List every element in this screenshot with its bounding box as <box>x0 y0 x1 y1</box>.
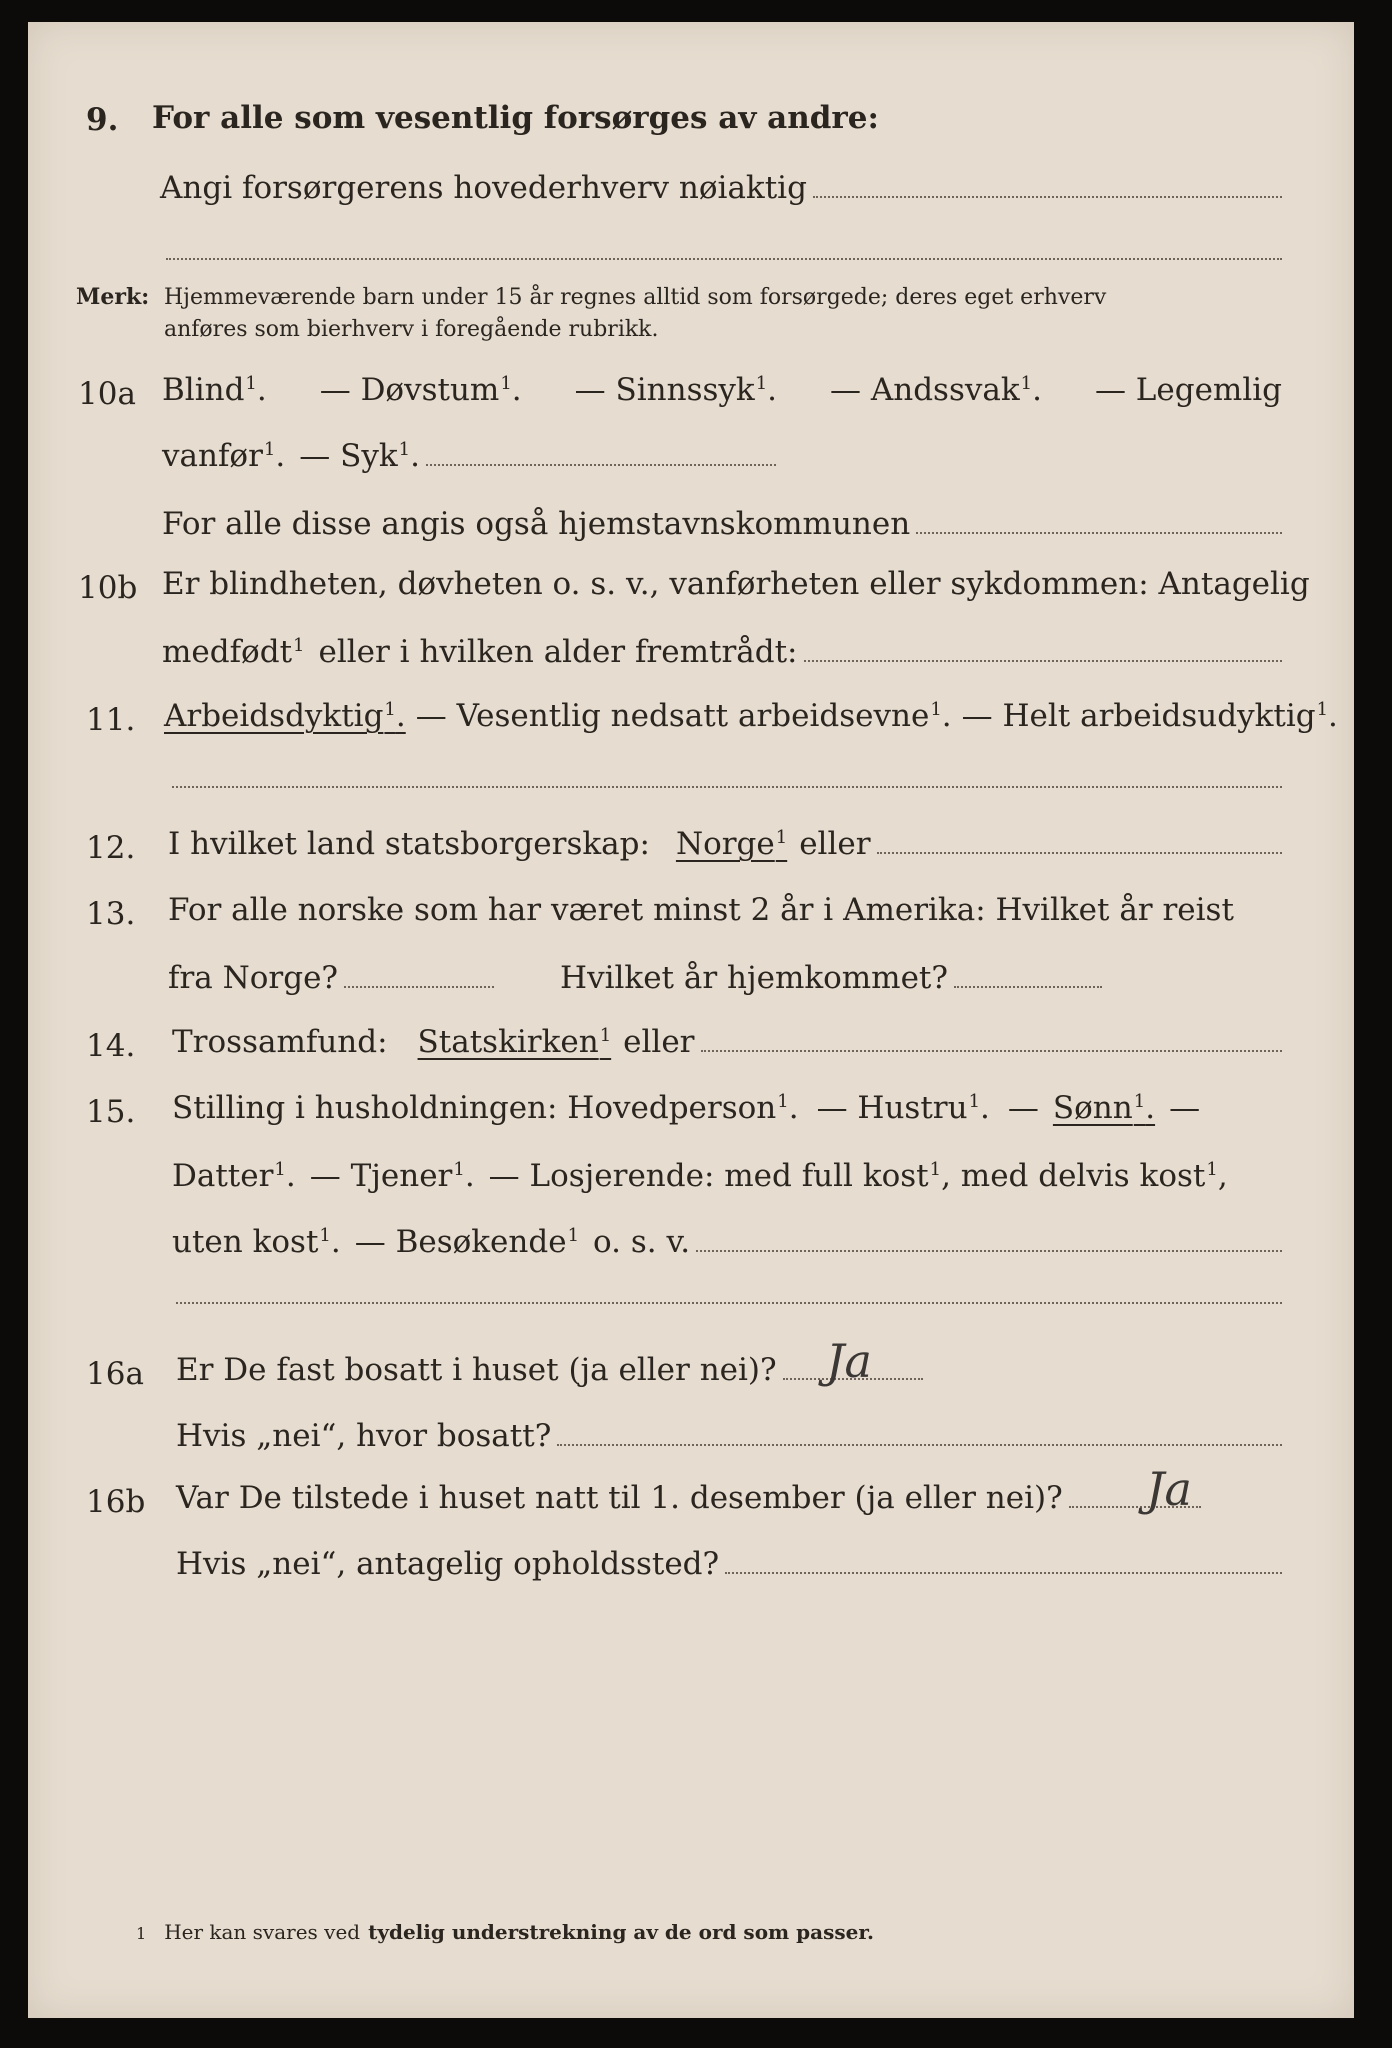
q15-opt-uten-kost[interactable]: uten kost$^1$. <box>172 1224 341 1260</box>
q12-other-line[interactable] <box>877 852 1282 854</box>
q10a-hjemstavn-label: For alle disse angis også hjemstavnskommunen <box>162 506 911 542</box>
q14-number: 14. <box>86 1028 136 1064</box>
q9-title: For alle som vesentlig forsørges av andre: <box>152 100 879 136</box>
q10b-alder-line[interactable] <box>804 660 1282 662</box>
q13-reist-line[interactable] <box>344 986 494 988</box>
q10a-opt-blind[interactable]: Blind$^1$. <box>162 372 267 408</box>
q12-number: 12. <box>86 830 136 866</box>
q10a-number: 10a <box>78 376 136 412</box>
q16a-bosatt-line[interactable] <box>557 1444 1282 1446</box>
q12-opt-norge-selected[interactable]: Norge$^1$ <box>675 826 788 862</box>
q9-field-row <box>160 170 1282 206</box>
q10a-row-1 <box>162 372 1282 408</box>
q10b-row-1 <box>162 566 1310 602</box>
q15-opt-hustru[interactable]: — Hustru$^1$. <box>816 1090 990 1126</box>
q11-number: 11. <box>86 702 136 738</box>
q15-number: 15. <box>86 1094 136 1130</box>
q16a-row-2 <box>176 1418 1282 1454</box>
merk-row-1 <box>76 284 1106 310</box>
q14-suffix: eller <box>623 1024 695 1060</box>
q16a-handwritten-answer[interactable]: Ja <box>826 1334 872 1388</box>
q15-opt-delvis-kost[interactable]: , med delvis kost$^1$ <box>941 1158 1218 1194</box>
q10a-row-3 <box>162 506 1282 542</box>
q10a-opt-vanfor[interactable]: vanfør$^1$. <box>162 438 286 474</box>
census-form-page <box>28 22 1354 2018</box>
q10b-alder-label: eller i hvilken alder fremtrådt: <box>318 634 798 670</box>
q9-answer-line[interactable] <box>813 196 1282 198</box>
q10b-line-1: Er blindheten, døvheten o. s. v., vanførheten eller sykdommen: Antagelig <box>162 566 1310 602</box>
q11-extra-line[interactable] <box>172 786 1282 788</box>
q15-comma: , <box>1217 1158 1228 1194</box>
q9-title-row <box>152 100 879 136</box>
q16b-row-2 <box>176 1546 1282 1582</box>
q12-suffix: eller <box>799 826 871 862</box>
q11-opt-nedsatt[interactable]: — Vesentlig nedsatt arbeidsevne$^1$. <box>415 698 952 734</box>
q15-other-line[interactable] <box>696 1250 1282 1252</box>
q10a-hjemstavn-line[interactable] <box>916 532 1282 534</box>
q10b-opt-medfodt[interactable]: medfødt$^1$ <box>162 634 305 670</box>
q15-osv: o. s. v. <box>593 1224 691 1260</box>
q14-other-line[interactable] <box>701 1050 1283 1052</box>
q10a-opt-legemlig[interactable]: — Legemlig <box>1094 372 1282 408</box>
q15-row-3 <box>172 1224 1282 1260</box>
q15-row-1 <box>172 1090 1200 1126</box>
q15-dash-2: — <box>1169 1090 1201 1126</box>
footnote <box>136 1920 874 1944</box>
q13-hjemkommet-line[interactable] <box>954 986 1102 988</box>
q13-number: 13. <box>86 896 136 932</box>
q16a-row-1 <box>176 1352 923 1388</box>
q9-number: 9. <box>86 102 119 138</box>
q16b-handwritten-answer[interactable]: Ja <box>1146 1462 1192 1516</box>
q11-opt-arbeidsdyktig-selected[interactable]: Arbeidsdyktig$^1$. <box>164 698 406 734</box>
q13-reist-label: fra Norge? <box>168 960 339 996</box>
q10b-number: 10b <box>78 570 138 606</box>
merk-row-2 <box>164 317 659 342</box>
q15-opt-datter[interactable]: Datter$^1$. <box>172 1158 296 1194</box>
q10a-opt-syk[interactable]: — Syk$^1$. <box>299 438 420 474</box>
q14-label: Trossamfund: <box>172 1024 388 1060</box>
q9-extra-line[interactable] <box>166 258 1282 260</box>
q10a-opt-andssvak[interactable]: — Andssvak$^1$. <box>830 372 1042 408</box>
q10a-syk-line[interactable] <box>426 464 776 466</box>
q15-opt-tjener[interactable]: — Tjener$^1$. <box>309 1158 475 1194</box>
q15-opt-besokende[interactable]: — Besøkende$^1$ <box>354 1224 580 1260</box>
footnote-text-b: tydelig understrekning av de ord som passer. <box>368 1920 875 1944</box>
q16b-label: Var De tilstede i huset natt til 1. desember (ja eller nei)? <box>176 1480 1063 1516</box>
q10b-row-2 <box>162 634 1282 670</box>
q15-row-2 <box>172 1158 1228 1194</box>
q16b-opphold-line[interactable] <box>725 1572 1282 1574</box>
q13-hjemkommet-label: Hvilket år hjemkommet? <box>560 960 949 996</box>
q10a-opt-dovstum[interactable]: — Døvstum$^1$. <box>319 372 522 408</box>
q16a-label: Er De fast bosatt i huset (ja eller nei)? <box>176 1352 777 1388</box>
q12-label: I hvilket land statsborgerskap: <box>168 826 650 862</box>
merk-line-1: Hjemmeværende barn under 15 år regnes alltid som forsørgede; deres eget erhverv <box>164 285 1107 310</box>
q16b-number: 16b <box>86 1484 146 1520</box>
q13-row-1 <box>168 892 1234 928</box>
q16a-number: 16a <box>86 1356 144 1392</box>
q13-row-2 <box>168 960 1102 996</box>
q16a-bosatt-label: Hvis „nei“, hvor bosatt? <box>176 1418 552 1454</box>
merk-label: Merk: <box>76 284 150 310</box>
footnote-mark: 1 <box>136 1924 147 1943</box>
q10a-opt-sinnssyk[interactable]: — Sinnssyk$^1$. <box>574 372 778 408</box>
q15-dash-1: — <box>1007 1090 1039 1126</box>
q10a-row-2 <box>162 438 776 474</box>
q15-opt-sonn-selected[interactable]: Sønn$^1$. <box>1052 1090 1156 1126</box>
q13-line-1: For alle norske som har været minst 2 år i Amerika: Hvilket år reist <box>168 892 1234 928</box>
q16b-row-1 <box>176 1480 1201 1516</box>
q15-opt-full-kost[interactable]: — Losjerende: med full kost$^1$ <box>488 1158 942 1194</box>
footnote-text-a: Her kan svares ved <box>164 1920 361 1944</box>
q14-opt-statskirken-selected[interactable]: Statskirken$^1$ <box>417 1024 612 1060</box>
q15-opt-hovedperson[interactable]: Stilling i husholdningen: Hovedperson$^1$. <box>172 1090 799 1126</box>
q14-row <box>172 1024 1282 1060</box>
q11-opt-udyktig[interactable]: — Helt arbeidsudyktig$^1$. <box>961 698 1338 734</box>
q11-row <box>164 698 1338 734</box>
q16b-opphold-label: Hvis „nei“, antagelig opholdssted? <box>176 1546 720 1582</box>
q12-row <box>168 826 1282 862</box>
merk-line-2: anføres som bierhverv i foregående rubrikk. <box>164 317 659 342</box>
q9-label: Angi forsørgerens hovederhverv nøiaktig <box>160 170 807 206</box>
q15-extra-line[interactable] <box>176 1302 1282 1304</box>
